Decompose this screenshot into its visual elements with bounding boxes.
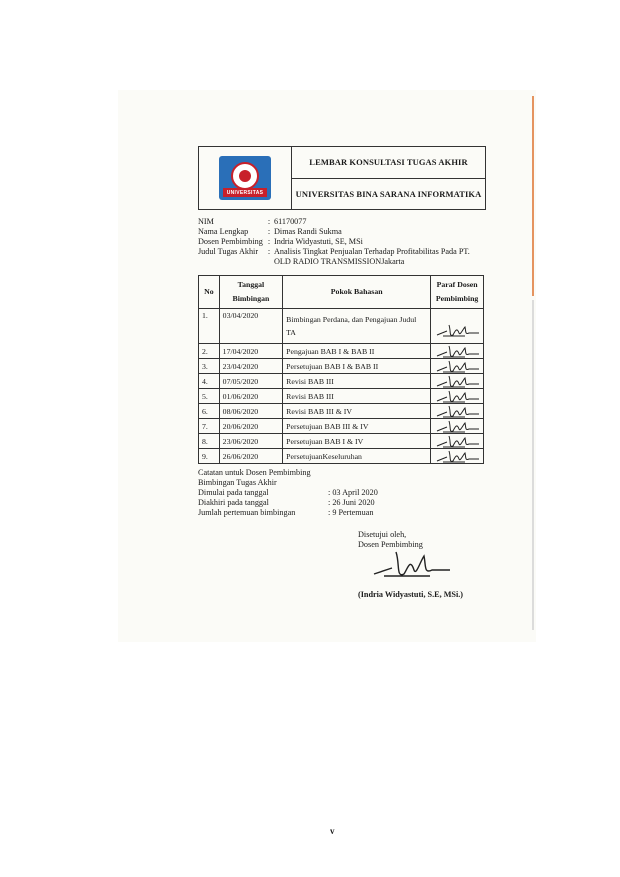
row-date: 26/06/2020: [219, 449, 283, 464]
nim-label: NIM: [198, 217, 214, 226]
row-no: 5.: [199, 389, 220, 404]
row-signature: [431, 449, 484, 464]
row-no: 1.: [199, 309, 220, 344]
advisor-value: Indria Widyastuti, SE, MSi: [274, 237, 363, 246]
start-date-row: [198, 488, 378, 498]
row-topic: Persetujuan BAB III & IV: [283, 419, 431, 434]
meeting-count-row: [198, 508, 378, 518]
end-date-value: : 26 Juni 2020: [328, 498, 375, 507]
scan-edge-line: [532, 96, 534, 296]
header-date-line1: Tanggal: [237, 280, 265, 289]
title-cell: [292, 147, 485, 209]
thesis-value-line2: OLD RADIO TRANSMISSIONJakarta: [274, 257, 405, 266]
name-label: Nama Lengkap: [198, 227, 249, 236]
notes-title-line2: Bimbingan Tugas Akhir: [198, 478, 277, 487]
row-signature: [431, 309, 484, 344]
thesis-value: [274, 247, 504, 267]
row-date: 08/06/2020: [219, 404, 283, 419]
header-signature: [431, 276, 484, 309]
row-no: 6.: [199, 404, 220, 419]
approver-name: (Indria Widyastuti, S.E, MSi.): [358, 590, 464, 599]
advisor-notes: [198, 468, 378, 518]
row-date: 03/04/2020: [219, 309, 283, 344]
row-topic-line2: TA: [286, 328, 296, 337]
nim-row: [198, 217, 504, 227]
row-topic: Revisi BAB III & IV: [283, 404, 431, 419]
scan-edge-line-lower: [532, 300, 534, 630]
row-date: 07/05/2020: [219, 374, 283, 389]
header-sign-line1: Paraf Dosen: [436, 280, 478, 289]
colon: :: [267, 237, 271, 246]
meeting-count-label: Jumlah pertemuan bimbingan: [198, 508, 296, 517]
nim-value: 61170077: [274, 217, 307, 226]
signature-icon: [435, 321, 481, 341]
table-row: [199, 309, 484, 344]
student-identity: [198, 217, 504, 267]
colon: :: [267, 227, 271, 236]
thesis-value-line1: Analisis Tingkat Penjualan Terhadap Profitabilitas Pada PT.: [274, 247, 470, 256]
row-topic: Revisi BAB III: [283, 389, 431, 404]
advisor-row: [198, 237, 504, 247]
row-no: 2.: [199, 344, 220, 359]
logo-text: UNIVERSITAS: [223, 188, 267, 197]
row-no: 8.: [199, 434, 220, 449]
start-date-label: Dimulai pada tanggal: [198, 488, 269, 497]
logo-emblem-icon: [231, 162, 259, 190]
start-date-value: : 03 April 2020: [328, 488, 378, 497]
row-no: 7.: [199, 419, 220, 434]
row-no: 9.: [199, 449, 220, 464]
table-header-row: [199, 276, 484, 309]
form-title: LEMBAR KONSULTASI TUGAS AKHIR: [292, 147, 485, 179]
notes-title-line1: Catatan untuk Dosen Pembimbing: [198, 468, 311, 477]
meeting-count-value: : 9 Pertemuan: [328, 508, 374, 517]
thesis-label: Judul Tugas Akhir: [198, 247, 259, 256]
header-date: [219, 276, 283, 309]
university-logo: [219, 156, 271, 200]
row-no: 3.: [199, 359, 220, 374]
row-date: 01/06/2020: [219, 389, 283, 404]
row-topic: Persetujuan BAB I & IV: [283, 434, 431, 449]
thesis-row: [198, 247, 504, 267]
name-value: Dimas Randi Sukma: [274, 227, 342, 236]
row-topic: Persetujuan BAB I & BAB II: [283, 359, 431, 374]
header-topic: Pokok Bahasan: [283, 276, 431, 309]
table-row: [199, 449, 484, 464]
signature-icon: [435, 447, 481, 467]
end-date-label: Diakhiri pada tanggal: [198, 498, 269, 507]
university-name: UNIVERSITAS BINA SARANA INFORMATIKA: [295, 188, 482, 199]
approval-line2: Dosen Pembimbing: [358, 540, 423, 549]
row-date: 23/06/2020: [219, 434, 283, 449]
header-date-line2: Bimbingan: [232, 294, 270, 303]
logo-cell: [199, 147, 292, 209]
advisor-signature-icon: [370, 546, 454, 586]
row-no: 4.: [199, 374, 220, 389]
row-date: 23/04/2020: [219, 359, 283, 374]
row-topic: [283, 309, 431, 344]
end-date-row: [198, 498, 378, 508]
form-header: [198, 146, 486, 210]
name-row: [198, 227, 504, 237]
colon: :: [267, 247, 271, 256]
colon: :: [267, 217, 271, 226]
consultation-table: [198, 275, 484, 464]
approval-line1: Disetujui oleh,: [358, 530, 407, 539]
page-number: v: [330, 826, 335, 836]
advisor-label: Dosen Pembimbing: [198, 237, 263, 246]
row-date: 17/04/2020: [219, 344, 283, 359]
row-date: 20/06/2020: [219, 419, 283, 434]
header-sign-line2: Pembimbing: [435, 294, 479, 303]
row-topic: Pengajuan BAB I & BAB II: [283, 344, 431, 359]
row-topic: Revisi BAB III: [283, 374, 431, 389]
header-no: No: [199, 276, 220, 309]
row-topic-line1: Bimbingan Perdana, dan Pengajuan Judul: [286, 315, 417, 324]
row-topic: PersetujuanKeseluruhan: [283, 449, 431, 464]
